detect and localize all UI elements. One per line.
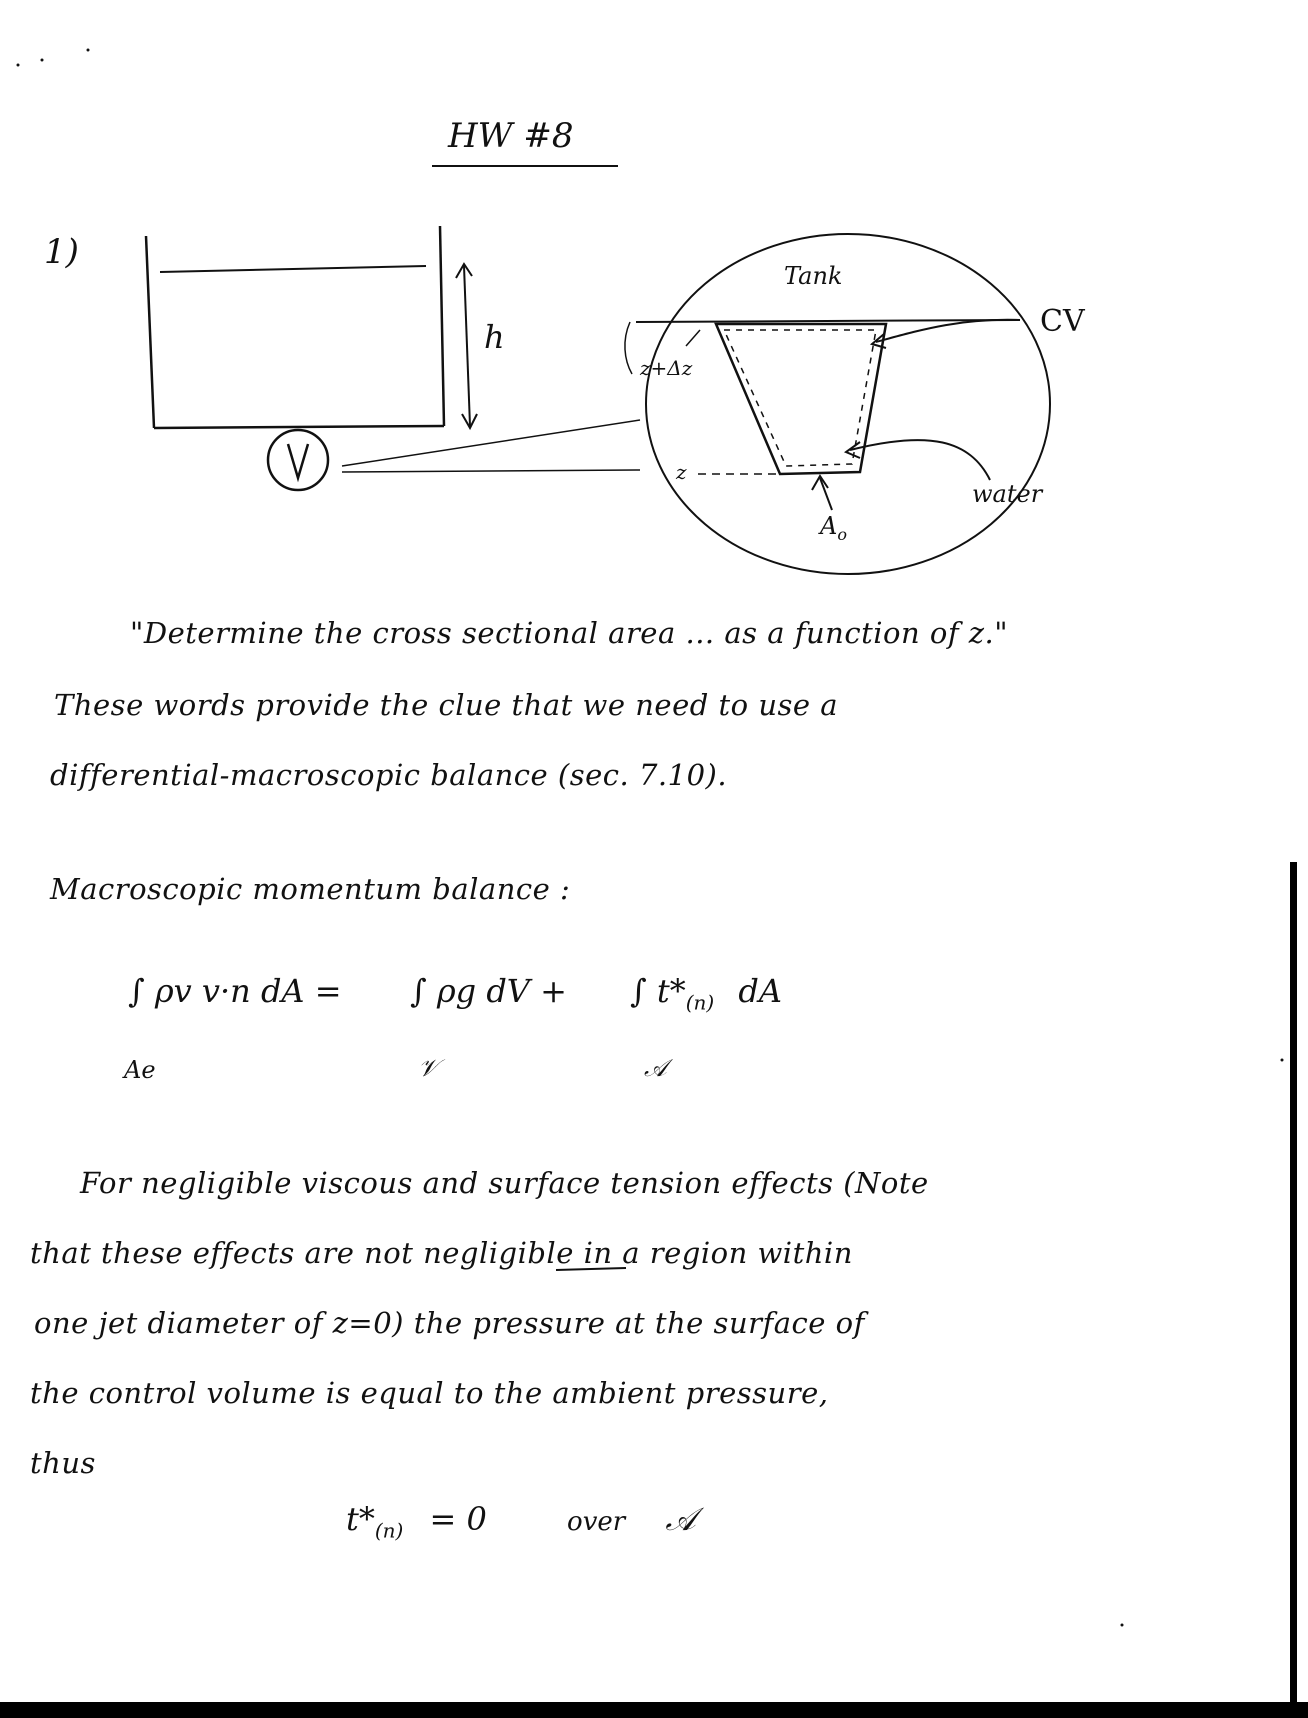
equation-lhs-subscript: Ae xyxy=(124,1056,156,1084)
paragraph2-line3: one jet diameter of z=0) the pressure at the surface of xyxy=(34,1306,865,1340)
equation-gravity-term: ∫ ρg dV + xyxy=(410,972,567,1010)
z-dz-label: z+Δz xyxy=(640,356,693,380)
paragraph1-line3: differential-macroscopic balance (sec. 7.10). xyxy=(50,758,728,792)
final-stress-symbol: t* xyxy=(346,1500,375,1538)
height-arrow xyxy=(464,266,470,426)
momentum-heading: Macroscopic momentum balance : xyxy=(50,872,571,906)
stray-mark xyxy=(1121,1624,1124,1627)
tank-label: Tank xyxy=(784,262,843,290)
equation-volume-subscript: 𝒱 xyxy=(418,1054,438,1082)
tank-bottom xyxy=(154,426,444,428)
z-dz-arrow xyxy=(686,330,700,346)
outlet-jet-mark xyxy=(288,444,308,478)
stress-symbol: ∫ t* xyxy=(630,972,686,1010)
water-surface xyxy=(160,266,426,272)
area-subscript: o xyxy=(837,524,847,544)
water-arrow xyxy=(850,440,990,480)
stray-mark xyxy=(41,59,44,62)
bracket-mark xyxy=(625,322,632,374)
stress-subscript: (n) xyxy=(685,990,715,1015)
stress-area-element: dA xyxy=(738,972,782,1010)
area-label xyxy=(820,512,847,544)
final-over: over xyxy=(567,1507,626,1537)
stray-mark xyxy=(1281,1059,1284,1062)
water-label: water xyxy=(972,480,1043,508)
paragraph2-line2: that these effects are not negligible in a region within xyxy=(30,1236,853,1270)
paragraph1-line1: "Determine the cross sectional area ... as a function of z." xyxy=(130,616,1009,650)
equation-lhs: ∫ ρv v·n dA = xyxy=(128,972,342,1010)
problem-number: 1) xyxy=(44,232,79,272)
height-label: h xyxy=(484,318,505,356)
equation-area-subscript: 𝒜 xyxy=(644,1054,667,1082)
tank-right-wall xyxy=(440,226,444,426)
final-region: 𝒜 xyxy=(665,1500,696,1538)
stray-mark xyxy=(87,49,90,52)
final-stress-subscript: (n) xyxy=(374,1518,404,1543)
paragraph1-line2: These words provide the clue that we need to use a xyxy=(54,688,839,722)
magnified-view-circle xyxy=(646,234,1050,574)
paragraph2-line1: For negligible viscous and surface tension effects (Note xyxy=(80,1166,929,1200)
jet-trapezoid xyxy=(716,324,886,474)
page-title: HW #8 xyxy=(448,116,574,156)
zoom-line xyxy=(342,470,640,472)
equation-stress-term xyxy=(630,972,782,1014)
area-symbol: A xyxy=(820,512,838,540)
area-arrow xyxy=(820,478,832,510)
z-label: z xyxy=(676,460,687,484)
final-equals-zero: = 0 xyxy=(429,1500,487,1538)
cv-label: CV xyxy=(1040,304,1085,339)
paragraph2-line5: thus xyxy=(30,1446,96,1480)
cv-arrow xyxy=(876,320,1020,342)
scan-border-right xyxy=(1290,862,1297,1718)
final-equation xyxy=(346,1500,696,1542)
scan-border-bottom xyxy=(0,1702,1308,1718)
stray-mark xyxy=(17,64,20,67)
paragraph2-line4: the control volume is equal to the ambient pressure, xyxy=(30,1376,829,1410)
tank-left-wall xyxy=(146,236,154,428)
